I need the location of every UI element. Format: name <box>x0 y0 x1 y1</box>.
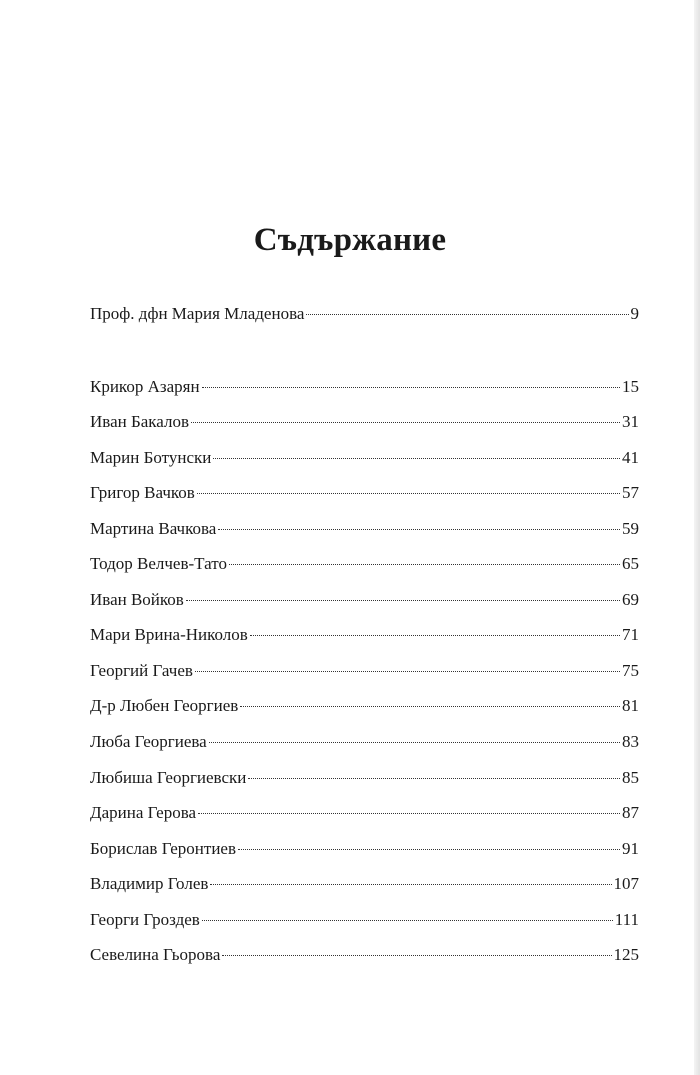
toc-leader-dots <box>198 812 620 814</box>
toc-page-number: 85 <box>622 768 639 787</box>
toc-entry-name: Проф. дфн Мария Младенова <box>90 304 305 323</box>
toc-page-number: 71 <box>622 625 639 644</box>
toc-page-number: 15 <box>622 377 639 396</box>
toc-page-number: 107 <box>613 874 639 893</box>
toc-entry-name: Крикор Азарян <box>90 377 200 396</box>
toc-leader-dots <box>202 386 620 388</box>
toc-entry-name: Любиша Георгиевски <box>90 768 247 787</box>
toc-row[interactable] <box>90 375 639 399</box>
toc-row[interactable] <box>90 623 639 647</box>
toc-row[interactable] <box>90 872 639 896</box>
toc-row[interactable] <box>90 801 639 825</box>
toc-entry-name: Люба Георгиева <box>90 732 207 751</box>
toc-entry-name: Борислав Геронтиев <box>90 839 236 858</box>
toc-row[interactable] <box>90 837 639 861</box>
toc-row[interactable] <box>90 659 639 683</box>
toc-entry-name: Мари Врина-Николов <box>90 625 248 644</box>
toc-page-number: 31 <box>622 412 639 431</box>
toc-page-number: 57 <box>622 483 639 502</box>
toc-row[interactable] <box>90 481 639 505</box>
toc-leader-dots <box>210 883 611 885</box>
toc-page-number: 125 <box>613 945 639 964</box>
toc-row[interactable] <box>90 730 639 754</box>
toc-leader-dots <box>197 492 620 494</box>
toc-page-number: 83 <box>622 732 639 751</box>
toc-leader-dots <box>306 313 628 315</box>
toc-row[interactable] <box>90 517 639 541</box>
toc-row[interactable] <box>90 908 639 932</box>
toc-entry-name: Марин Ботунски <box>90 448 212 467</box>
toc-leader-dots <box>218 528 620 530</box>
toc-page-number: 75 <box>622 661 639 680</box>
toc-row[interactable] <box>90 694 639 718</box>
toc-entry-name: Георги Гроздев <box>90 910 200 929</box>
toc-row[interactable] <box>90 943 639 967</box>
toc-row[interactable] <box>90 552 639 576</box>
toc-leader-dots <box>229 563 620 565</box>
toc-leader-dots <box>186 599 620 601</box>
toc-row-preface[interactable] <box>90 302 639 326</box>
toc-page-number: 81 <box>622 696 639 715</box>
toc-row[interactable] <box>90 766 639 790</box>
toc-entry-name: Владимир Голев <box>90 874 209 893</box>
toc-leader-dots <box>209 741 620 743</box>
toc-leader-dots <box>222 954 611 956</box>
toc-entry-name: Дарина Герова <box>90 803 197 822</box>
toc-entry-name: Иван Бакалов <box>90 412 189 431</box>
toc-page-number: 111 <box>614 910 639 929</box>
toc-row[interactable] <box>90 446 639 470</box>
toc-entry-name: Д-р Любен Георгиев <box>90 696 239 715</box>
toc-leader-dots <box>248 777 620 779</box>
toc-entry-name: Григор Вачков <box>90 483 195 502</box>
toc-leader-dots <box>202 919 613 921</box>
page-title: Съдържание <box>253 222 447 258</box>
toc-page-number: 59 <box>622 519 639 538</box>
toc-leader-dots <box>191 421 620 423</box>
toc-entry-name: Мартина Вачкова <box>90 519 217 538</box>
toc-leader-dots <box>238 848 620 850</box>
toc-page-number: 9 <box>630 304 639 323</box>
toc-page-number: 65 <box>622 554 639 573</box>
toc-entry-name: Тодор Велчев-Тато <box>90 554 227 573</box>
page-edge-shadow <box>694 0 700 1075</box>
toc-page-number: 41 <box>622 448 639 467</box>
toc-row[interactable] <box>90 410 639 434</box>
toc-page-number: 91 <box>622 839 639 858</box>
toc-entry-name: Севелина Гьорова <box>90 945 221 964</box>
toc-leader-dots <box>195 670 620 672</box>
toc-row[interactable] <box>90 588 639 612</box>
toc-leader-dots <box>250 634 620 636</box>
toc-entry-name: Георгий Гачев <box>90 661 193 680</box>
toc-leader-dots <box>240 705 620 707</box>
toc-entry-name: Иван Войков <box>90 590 184 609</box>
toc-page-number: 87 <box>622 803 639 822</box>
toc-page-number: 69 <box>622 590 639 609</box>
toc-leader-dots <box>213 457 620 459</box>
